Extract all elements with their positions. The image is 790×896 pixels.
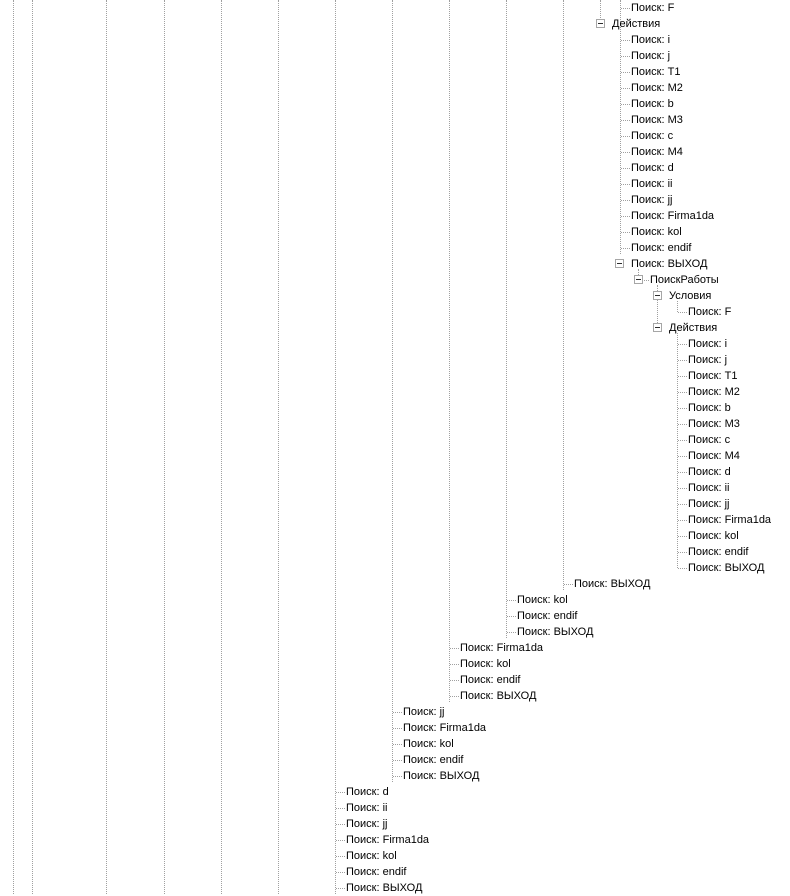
tree-connector: [450, 648, 459, 649]
tree-connector: [678, 456, 687, 457]
tree-node[interactable]: Поиск: ВЫХОД: [460, 690, 537, 702]
tree-node[interactable]: Действия: [669, 322, 718, 334]
tree-node[interactable]: Поиск: ВЫХОД: [631, 258, 708, 270]
tree-node[interactable]: Поиск: endif: [403, 754, 464, 766]
tree-node[interactable]: Поиск: i: [631, 34, 671, 46]
tree-guide-line: [335, 0, 336, 894]
tree-node[interactable]: Поиск: endif: [517, 610, 578, 622]
tree-connector: [336, 808, 345, 809]
tree-node[interactable]: Поиск: F: [688, 306, 732, 318]
tree-guide-line: [13, 0, 14, 894]
tree-node[interactable]: Поиск: T1: [688, 370, 738, 382]
tree-connector: [678, 312, 687, 313]
tree-connector: [621, 56, 630, 57]
tree-node[interactable]: Поиск: kol: [460, 658, 511, 670]
tree-node[interactable]: Поиск: i: [688, 338, 728, 350]
tree-node[interactable]: Поиск: endif: [688, 546, 749, 558]
tree-connector: [393, 728, 402, 729]
tree-guide-line: [32, 0, 33, 894]
tree-node[interactable]: Поиск: endif: [346, 866, 407, 878]
tree-connector: [678, 408, 687, 409]
tree-node[interactable]: Поиск: ii: [688, 482, 730, 494]
tree-node[interactable]: Поиск: jj: [631, 194, 673, 206]
tree-connector: [621, 216, 630, 217]
tree-connector: [393, 744, 402, 745]
tree-connector: [336, 824, 345, 825]
tree-connector: [336, 856, 345, 857]
tree-guide-line: [677, 333, 678, 568]
tree-connector: [678, 488, 687, 489]
tree-guide-line: [164, 0, 165, 894]
tree-connector: [450, 696, 459, 697]
tree-node[interactable]: Поиск: ВЫХОД: [517, 626, 594, 638]
tree-guide-line: [106, 0, 107, 894]
tree-node[interactable]: ПоискРаботы: [650, 274, 719, 286]
tree-connector: [336, 792, 345, 793]
tree-node[interactable]: Поиск: ii: [346, 802, 388, 814]
tree-node[interactable]: Поиск: d: [688, 466, 731, 478]
tree-node[interactable]: Поиск: Firma1da: [460, 642, 544, 654]
tree-connector: [621, 168, 630, 169]
tree-node[interactable]: Поиск: M4: [631, 146, 683, 158]
tree-node[interactable]: Поиск: ВЫХОД: [574, 578, 651, 590]
tree-node[interactable]: Условия: [669, 290, 712, 302]
collapse-toggle-icon[interactable]: [653, 291, 662, 300]
tree-connector: [450, 680, 459, 681]
tree-connector: [621, 184, 630, 185]
tree-node[interactable]: Поиск: Firma1da: [403, 722, 487, 734]
tree-connector: [678, 344, 687, 345]
tree-guide-line: [221, 0, 222, 894]
tree-connector: [336, 888, 345, 889]
tree-node[interactable]: Поиск: c: [688, 434, 731, 446]
tree-node[interactable]: Поиск: kol: [631, 226, 682, 238]
collapse-toggle-icon[interactable]: [615, 259, 624, 268]
tree-connector: [393, 712, 402, 713]
tree-node[interactable]: Поиск: b: [688, 402, 731, 414]
tree-node[interactable]: Поиск: kol: [346, 850, 397, 862]
tree-guide-line: [392, 0, 393, 782]
tree-connector: [621, 248, 630, 249]
tree-node[interactable]: Поиск: jj: [688, 498, 730, 510]
tree-connector: [621, 120, 630, 121]
tree-connector: [621, 88, 630, 89]
tree-connector: [621, 72, 630, 73]
tree-connector: [678, 376, 687, 377]
tree-connector: [336, 840, 345, 841]
tree-node[interactable]: Поиск: d: [346, 786, 389, 798]
collapse-toggle-icon[interactable]: [653, 323, 662, 332]
tree-node[interactable]: Поиск: ii: [631, 178, 673, 190]
tree-guide-line: [563, 0, 564, 590]
tree-connector: [336, 872, 345, 873]
tree-connector: [621, 232, 630, 233]
tree-connector: [678, 360, 687, 361]
collapse-toggle-icon[interactable]: [634, 275, 643, 284]
tree-node[interactable]: Поиск: endif: [631, 242, 692, 254]
tree-node[interactable]: Поиск: endif: [460, 674, 521, 686]
tree-connector: [621, 104, 630, 105]
tree-connector: [678, 568, 687, 569]
tree-node[interactable]: Поиск: M4: [688, 450, 740, 462]
tree-node[interactable]: Поиск: M2: [631, 82, 683, 94]
tree-connector: [678, 504, 687, 505]
tree-connector: [678, 440, 687, 441]
tree-connector: [678, 520, 687, 521]
tree-node[interactable]: Поиск: kol: [688, 530, 739, 542]
tree-guide-line: [600, 0, 601, 18]
tree-connector: [621, 8, 630, 9]
tree-node[interactable]: Поиск: j: [631, 50, 671, 62]
tree-connector: [678, 472, 687, 473]
tree-connector: [678, 392, 687, 393]
tree-node[interactable]: Поиск: jj: [346, 818, 388, 830]
tree-node[interactable]: Поиск: j: [688, 354, 728, 366]
tree-node[interactable]: Поиск: T1: [631, 66, 681, 78]
tree-node[interactable]: Поиск: Firma1da: [346, 834, 430, 846]
tree-node[interactable]: Поиск: kol: [403, 738, 454, 750]
tree-guide-line: [449, 0, 450, 702]
tree-node[interactable]: Поиск: d: [631, 162, 674, 174]
tree-node[interactable]: Поиск: c: [631, 130, 674, 142]
tree-node[interactable]: Действия: [612, 18, 661, 30]
tree-node[interactable]: Поиск: M3: [688, 418, 740, 430]
tree-node[interactable]: Поиск: Firma1da: [688, 514, 772, 526]
tree-connector: [621, 200, 630, 201]
tree-connector: [393, 760, 402, 761]
tree-connector: [621, 40, 630, 41]
tree-connector: [507, 600, 516, 601]
tree-guide-line: [506, 0, 507, 638]
tree-node[interactable]: Поиск: ВЫХОД: [346, 882, 423, 894]
tree-node[interactable]: Поиск: ВЫХОД: [403, 770, 480, 782]
tree-node[interactable]: Поиск: ВЫХОД: [688, 562, 765, 574]
tree-node[interactable]: Поиск: Firma1da: [631, 210, 715, 222]
tree-guide-line: [278, 0, 279, 894]
tree-node[interactable]: Поиск: jj: [403, 706, 445, 718]
tree-node[interactable]: Поиск: M2: [688, 386, 740, 398]
tree-node[interactable]: Поиск: kol: [517, 594, 568, 606]
tree-connector: [678, 536, 687, 537]
tree-node[interactable]: Поиск: F: [631, 2, 675, 14]
tree-connector: [507, 616, 516, 617]
tree-node[interactable]: Поиск: b: [631, 98, 674, 110]
tree-connector: [450, 664, 459, 665]
tree-connector: [393, 776, 402, 777]
tree-connector: [678, 552, 687, 553]
tree-connector: [507, 632, 516, 633]
tree-connector: [621, 136, 630, 137]
tree-connector: [678, 424, 687, 425]
tree-node[interactable]: Поиск: M3: [631, 114, 683, 126]
tree-connector: [564, 584, 573, 585]
tree-connector: [621, 152, 630, 153]
collapse-toggle-icon[interactable]: [596, 19, 605, 28]
